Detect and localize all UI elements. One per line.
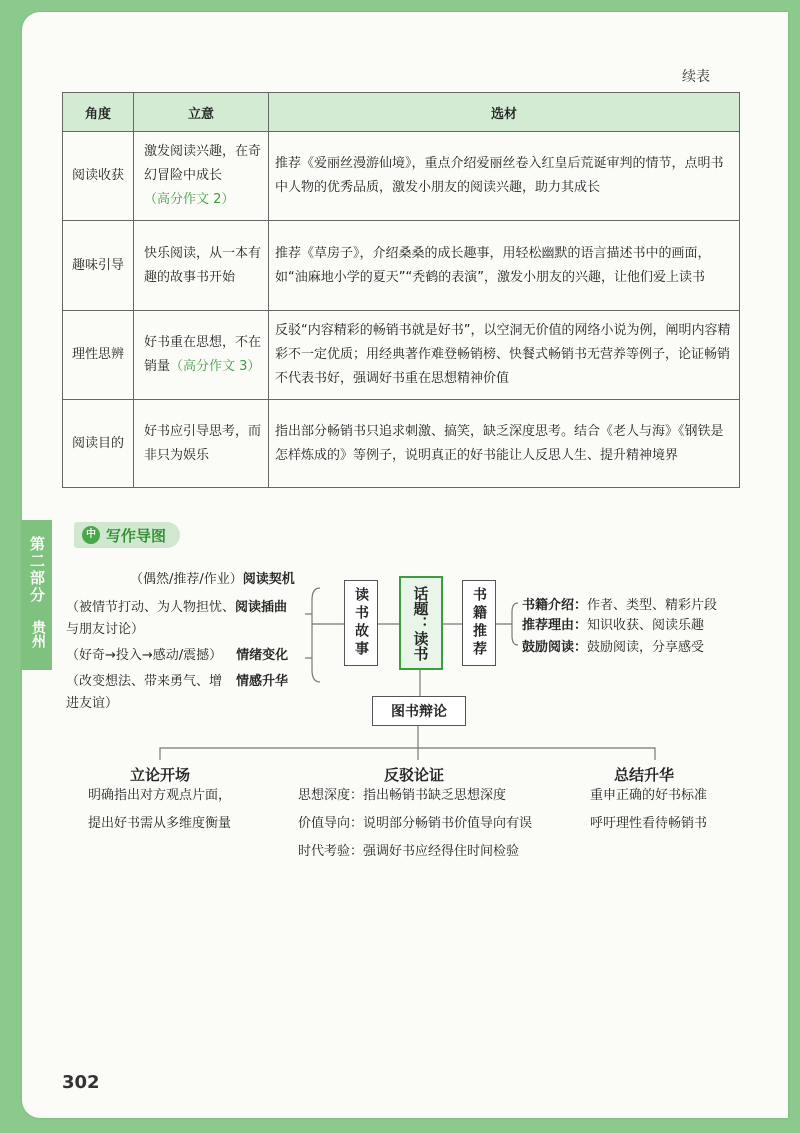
right-item-label: 推荐理由： [522, 618, 588, 633]
book-debate-box: 图书辩论 [372, 696, 466, 726]
branch-line: 思想深度：指出畅销书缺乏思想深度 [298, 788, 507, 803]
right-item-label: 书籍介绍： [522, 598, 588, 613]
branch-title: 立论开场 [130, 766, 191, 784]
region-label: 贵州 [30, 620, 46, 648]
col-angle: 角度 [63, 93, 134, 132]
right-item [522, 614, 704, 633]
branch-title: 反驳论证 [384, 766, 445, 784]
right-item-label: 鼓励阅读： [522, 640, 588, 655]
book-recommend-box: 书籍推荐 [462, 580, 496, 666]
branch-line: 明确指出对方观点片面， [88, 788, 232, 803]
col-material: 选材 [269, 93, 740, 132]
left-item-label: 情感升华 [236, 674, 289, 689]
branch-line: 提出好书需从多维度衡量 [88, 816, 232, 831]
col-idea: 立意 [134, 93, 269, 132]
idea-text: 激发阅读兴趣，在奇幻冒险中成长 [144, 144, 262, 183]
material-cell: 推荐《爱丽丝漫游仙境》，重点介绍爱丽丝卷入红皇后荒诞审判的情节，点明书中人物的优秀品质，激发小朋友的阅读兴趣，助力其成长 [269, 132, 740, 221]
right-item-desc: 鼓励阅读，分享感受 [587, 640, 705, 655]
section-icon: 中 [82, 526, 100, 544]
right-item [522, 594, 717, 613]
reading-story-box: 读书故事 [344, 580, 378, 666]
idea-text: 快乐阅读，从一本有趣的故事书开始 [144, 245, 262, 285]
material-cell: 指出部分畅销书只追求刺激、搞笑，缺乏深度思考。结合《老人与海》《钢铁是怎样炼成的》等例子，说明真正的好书能让人反思人生、提升精神境界 [269, 400, 740, 488]
left-item [66, 670, 288, 689]
branch-line: 价值导向：说明部分畅销书价值导向有误 [298, 816, 533, 831]
right-item-desc: 作者、类型、精彩片段 [587, 598, 718, 613]
branch-line: 重申正确的好书标准 [590, 788, 708, 803]
section-title-text: 写作导图 [106, 526, 167, 545]
left-item-desc: （改变想法、带来勇气、增 [66, 674, 223, 689]
material-cell: 推荐《草房子》，介绍桑桑的成长趣事，用轻松幽默的语言描述书中的画面，如“油麻地小学的夏天”“秃鹤的表演”，激发小朋友的兴趣，让他们爱上读书 [269, 221, 740, 311]
right-item-desc: 知识收获、阅读乐趣 [587, 618, 705, 633]
idea-text: 好书重在思想，不在销量 [144, 335, 262, 374]
part-label: 第二部分 [28, 536, 46, 604]
left-item-label: 阅读契机 [242, 572, 295, 587]
topic-center-box: 话题：读书 [399, 576, 443, 670]
left-item-desc2: 与朋友讨论） [66, 622, 145, 637]
angle-cell: 理性思辨 [63, 311, 134, 400]
idea-note: （高分作文 3） [170, 359, 261, 374]
right-item [522, 636, 704, 655]
left-item-label: 阅读插曲 [235, 600, 288, 615]
continued-label: 续表 [682, 69, 710, 85]
angle-cell: 阅读收获 [63, 132, 134, 221]
left-item-desc2: 进友谊） [66, 696, 119, 711]
left-item [66, 596, 287, 615]
left-item-desc: （被情节打动、为人物担忧、 [66, 600, 236, 615]
left-item [66, 644, 288, 663]
left-item [130, 568, 295, 587]
angle-cell: 阅读目的 [63, 400, 134, 488]
left-item-desc: （偶然/推荐/作业） [130, 572, 243, 587]
left-item-desc: （好奇→投入→感动/震撼） [66, 648, 223, 663]
left-item-label: 情绪变化 [236, 648, 289, 663]
branch-title: 总结升华 [614, 766, 675, 784]
material-cell: 反驳“内容精彩的畅销书就是好书”，以空洞无价值的网络小说为例，阐明内容精彩不一定优质；用经典著作难登畅销榜、快餐式畅销书无营养等例子，论证畅销不代表书好，强调好书重在思想精神价值 [269, 311, 740, 400]
idea-text: 好书应引导思考，而非只为娱乐 [144, 423, 262, 463]
branch-line: 时代考验：强调好书应经得住时间检验 [298, 844, 520, 859]
branch-line: 呼吁理性看待畅销书 [590, 816, 708, 831]
idea-note: （高分作文 2） [144, 192, 235, 207]
page-number: 302 [62, 1072, 100, 1093]
angle-cell: 趣味引导 [63, 221, 134, 311]
